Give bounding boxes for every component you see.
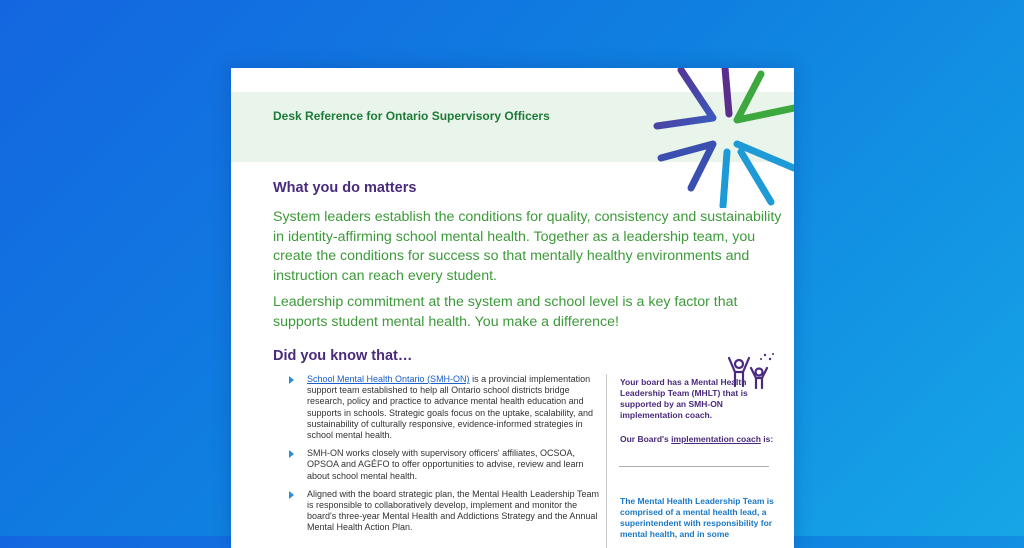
- list-item: [289, 448, 607, 482]
- bullet-triangle-icon: [289, 491, 294, 499]
- document-title: Desk Reference for Ontario Supervisory Officers: [273, 109, 550, 123]
- section-heading-did-you-know: Did you know that…: [273, 348, 413, 364]
- document-page: [231, 68, 794, 548]
- sidebar-coach-label: [620, 434, 780, 445]
- bullet-triangle-icon: [289, 450, 294, 458]
- sidebar-mhlt-composition: The Mental Health Leadership Team is comprised of a mental health lead, a superintendent with responsibility for mental health, and in some: [620, 496, 774, 539]
- column-divider: [606, 374, 607, 548]
- list-item-text: Aligned with the board strategic plan, the Mental Health Leadership Team is responsible to collaboratively develop, implement and monitor the board's three-year Mental Health and Addictions Strategy and the Annual Mental Health Action Plan.: [307, 488, 600, 533]
- list-item-text: is a provincial implementation support team established to help all Ontario school districts bridge research, policy and practice to advance mental health education and supports in schools. Strategic goals focus on the uptake, scalability, and sustainability of culturally responsive, evidence-informed strategies in school mental health.: [307, 374, 593, 441]
- sidebar-mhlt-note: Your board has a Mental Health Leadership Team (MHLT) that is supported by an SMH-ON implementation coach.: [620, 377, 748, 420]
- coach-blank-line: [619, 466, 769, 467]
- smh-on-logo-icon: [651, 68, 794, 208]
- intro-paragraph-1: System leaders establish the conditions for quality, consistency and sustainability in identity-affirming school mental health. Together as a leadership team, you create the conditions for success so that mentally healthy environments and instruction can reach every student.: [273, 209, 782, 284]
- coach-label-prefix: Our Board's: [620, 434, 672, 444]
- list-item: [289, 374, 607, 441]
- coach-label-suffix: is:: [760, 434, 774, 444]
- intro-paragraph-2: Leadership commitment at the system and school level is a key factor that supports student mental health. You make a difference!: [273, 294, 738, 330]
- fact-list: [289, 374, 607, 541]
- list-item-text: SMH-ON works closely with supervisory officers' affiliates, OCSOA, OPSOA and AGÉFO to offer opportunities to advise, review and learn about school mental health.: [307, 448, 584, 481]
- implementation-coach-link: implementation coach: [671, 434, 761, 444]
- bullet-triangle-icon: [289, 376, 294, 384]
- list-item: [289, 489, 607, 534]
- smh-on-link[interactable]: School Mental Health Ontario (SMH-ON): [307, 374, 470, 384]
- section-heading-what-you-do: What you do matters: [273, 180, 417, 196]
